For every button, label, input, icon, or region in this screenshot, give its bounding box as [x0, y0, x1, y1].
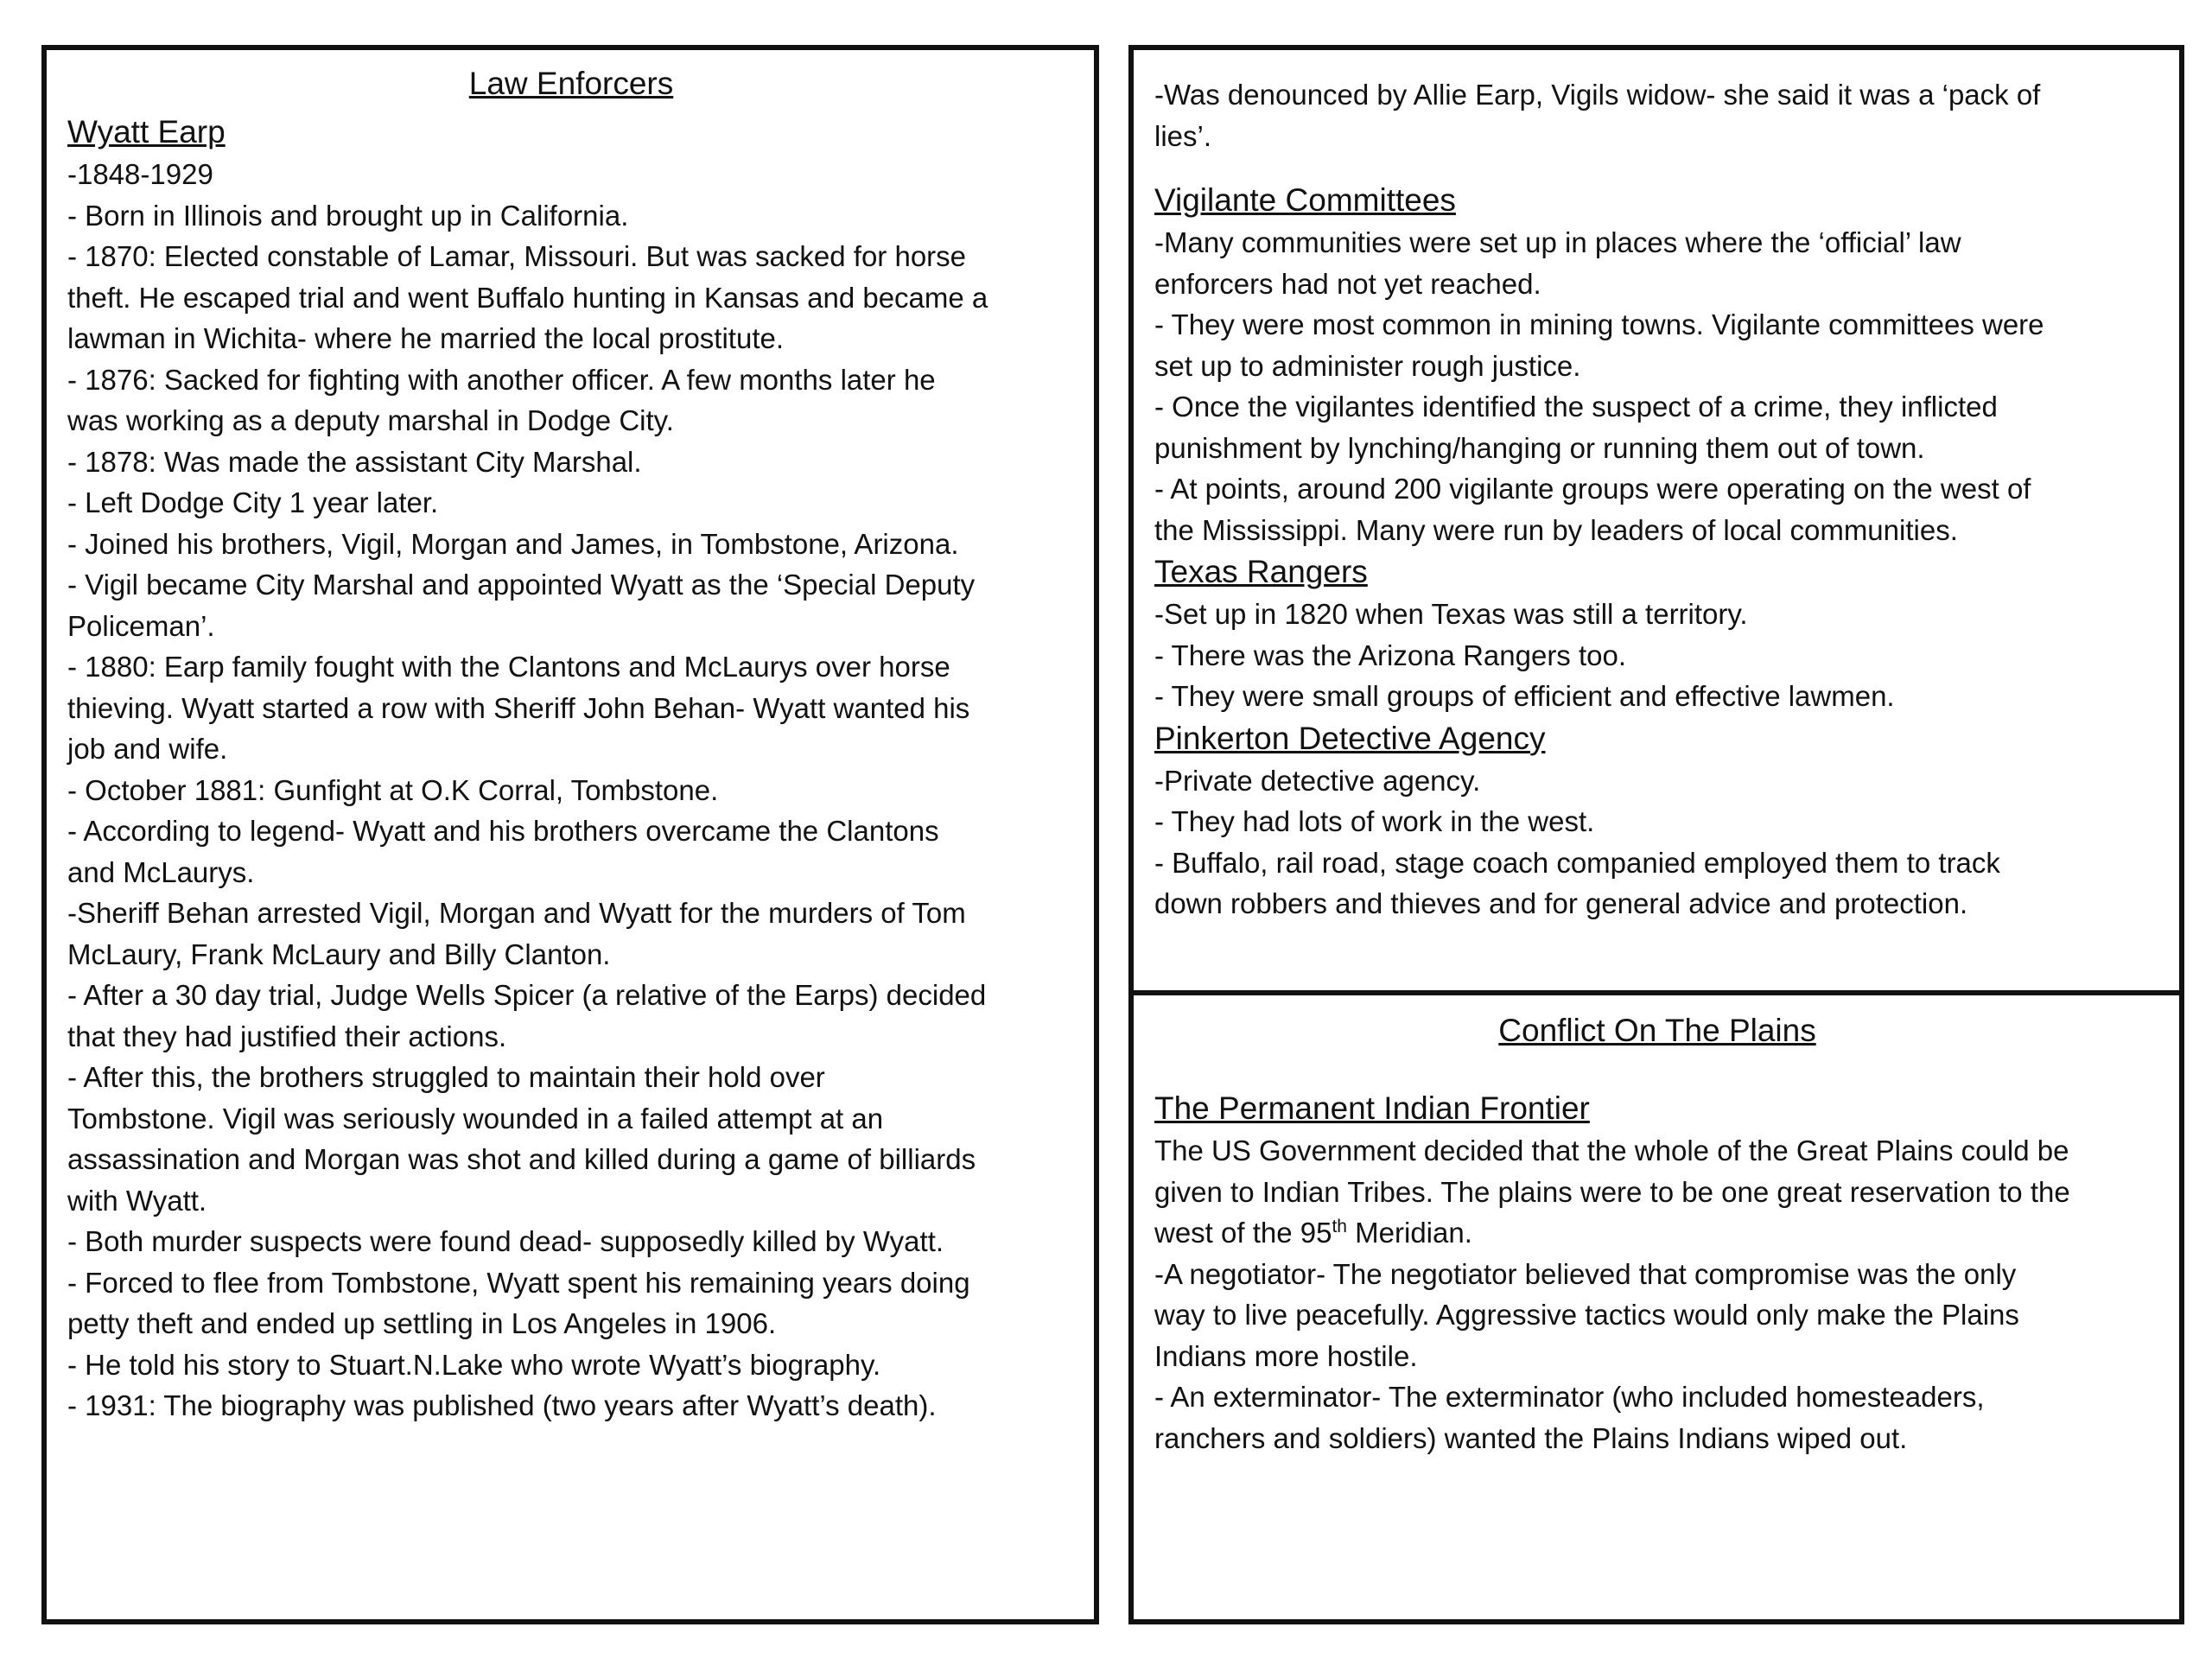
text-line: lawman in Wichita- where he married the local prostitute. [67, 322, 785, 354]
text-line: down robbers and thieves and for general advice and protection. [1154, 887, 1968, 919]
text-line: - 1931: The biography was published (two years after Wyatt’s death). [67, 1389, 937, 1421]
superscript-th: th [1332, 1217, 1347, 1236]
text-line: - After this, the brothers struggled to maintain their hold over [67, 1061, 825, 1093]
text-line: -Many communities were set up in places where the ‘official’ law [1154, 226, 1961, 258]
text-line: - They had lots of work in the west. [1154, 805, 1595, 837]
text-line: punishment by lynching/hanging or running them out of town. [1154, 431, 1925, 464]
text-line: - Left Dodge City 1 year later. [67, 486, 439, 518]
text-line: that they had justified their actions. [67, 1020, 507, 1052]
vigilante-text [1154, 222, 2160, 550]
text-line: -Sheriff Behan arrested Vigil, Morgan and Wyatt for the murders of Tom [67, 897, 966, 929]
text-line: with Wyatt. [67, 1184, 207, 1217]
text-line: -A negotiator- The negotiator believed that compromise was the only [1154, 1257, 2017, 1290]
wyatt-earp-text [67, 154, 1075, 1427]
frontier-text [1154, 1130, 2160, 1459]
text-line: - He told his story to Stuart.N.Lake who wrote Wyatt’s biography. [67, 1348, 881, 1381]
text-line: - Vigil became City Marshal and appointed Wyatt as the ‘Special Deputy [67, 569, 976, 601]
text-line: - 1880: Earp family fought with the Clantons and McLaurys over horse [67, 651, 950, 683]
text-line: assassination and Morgan was shot and killed during a game of billiards [67, 1143, 976, 1175]
text-line: - Buffalo, rail road, stage coach companied employed them to track [1154, 846, 2000, 879]
text-line: The US Government decided that the whole of the Great Plains could be [1154, 1135, 2069, 1166]
text-line: - There was the Arizona Rangers too. [1154, 639, 1627, 671]
text-line: - They were small groups of efficient and effective lawmen. [1154, 680, 1895, 712]
law-enforcers-panel [41, 45, 1099, 1624]
text-line: - Joined his brothers, Vigil, Morgan and James, in Tombstone, Arizona. [67, 527, 959, 560]
text-line: - Born in Illinois and brought up in California. [67, 199, 629, 232]
allie-earp-text [1154, 74, 2160, 156]
text-line: was working as a deputy marshal in Dodge City. [67, 404, 674, 436]
text-line: - After a 30 day trial, Judge Wells Spicer (a relative of the Earps) decided [67, 979, 987, 1011]
panel-title-law-enforcers: Law Enforcers [468, 66, 674, 101]
text-line: Policeman’. [67, 609, 215, 642]
text-line: -Set up in 1820 when Texas was still a territory. [1154, 598, 1748, 630]
text-line: way to live peacefully. Aggressive tactics would only make the Plains [1154, 1299, 2019, 1331]
text-line: Indians more hostile. [1154, 1339, 1418, 1372]
text-line: Tombstone. Vigil was seriously wounded in a failed attempt at an [67, 1102, 884, 1135]
text-line: job and wife. [67, 733, 228, 765]
text-line: - 1870: Elected constable of Lamar, Missouri. But was sacked for horse [67, 240, 967, 272]
text-line: - 1876: Sacked for fighting with another officer. A few months later he [67, 363, 936, 396]
text-line: - Forced to flee from Tombstone, Wyatt spent his remaining years doing [67, 1266, 970, 1299]
text-line: ranchers and soldiers) wanted the Plains Indians wiped out. [1154, 1421, 1908, 1454]
spacer [1154, 1058, 2160, 1087]
text-line: theft. He escaped trial and went Buffalo hunting in Kansas and became a [67, 281, 988, 314]
pinkerton-text [1154, 760, 2160, 925]
text-line-meridian [1154, 1212, 2160, 1254]
text-line: thieving. Wyatt started a row with Sheriff John Behan- Wyatt wanted his [67, 691, 970, 724]
conflict-on-the-plains-panel [1128, 990, 2184, 1624]
text-line: -1848-1929 [67, 158, 213, 190]
text-line: - They were most common in mining towns. Vigilante committees were [1154, 308, 2044, 340]
text-line: McLaury, Frank McLaury and Billy Clanton. [67, 938, 611, 970]
rangers-text [1154, 594, 2160, 717]
text-line: -Was denounced by Allie Earp, Vigils widow- she said it was a ‘pack of [1154, 79, 2041, 111]
text-line: - According to legend- Wyatt and his brothers overcame the Clantons [67, 815, 939, 847]
text-line: given to Indian Tribes. The plains were to be one great reservation to the [1154, 1175, 2070, 1208]
text-line: - At points, around 200 vigilante groups were operating on the west of [1154, 473, 2031, 505]
panel-title-conflict-on-the-plains: Conflict On The Plains [1498, 1013, 1816, 1048]
heading-permanent-indian-frontier: The Permanent Indian Frontier [1154, 1090, 1590, 1126]
text-line: - 1878: Was made the assistant City Marshal. [67, 445, 642, 478]
text-line: - Once the vigilantes identified the suspect of a crime, they inflicted [1154, 391, 1998, 423]
text-line: the Mississippi. Many were run by leaders of local communities. [1154, 513, 1958, 546]
law-enforcers-continued-panel [1128, 45, 2184, 995]
spacer [1154, 156, 2160, 179]
text-line: set up to administer rough justice. [1154, 349, 1581, 382]
heading-texas-rangers: Texas Rangers [1154, 554, 1368, 589]
text-line: -Private detective agency. [1154, 764, 1481, 797]
text-fragment: west of the 95 [1154, 1217, 1332, 1249]
text-line: - An exterminator- The exterminator (who included homesteaders, [1154, 1381, 1985, 1413]
heading-wyatt-earp: Wyatt Earp [67, 114, 226, 149]
text-line: - October 1881: Gunfight at O.K Corral, Tombstone. [67, 773, 719, 806]
text-line: and McLaurys. [67, 855, 255, 888]
heading-vigilante-committees: Vigilante Committees [1154, 182, 1456, 218]
text-line: - Both murder suspects were found dead- supposedly killed by Wyatt. [67, 1225, 944, 1257]
text-fragment: Meridian. [1346, 1217, 1472, 1249]
heading-pinkerton-agency: Pinkerton Detective Agency [1154, 720, 1546, 756]
text-line: enforcers had not yet reached. [1154, 267, 1541, 300]
text-line: petty theft and ended up settling in Los Angeles in 1906. [67, 1307, 777, 1339]
text-line: lies’. [1154, 119, 1212, 152]
